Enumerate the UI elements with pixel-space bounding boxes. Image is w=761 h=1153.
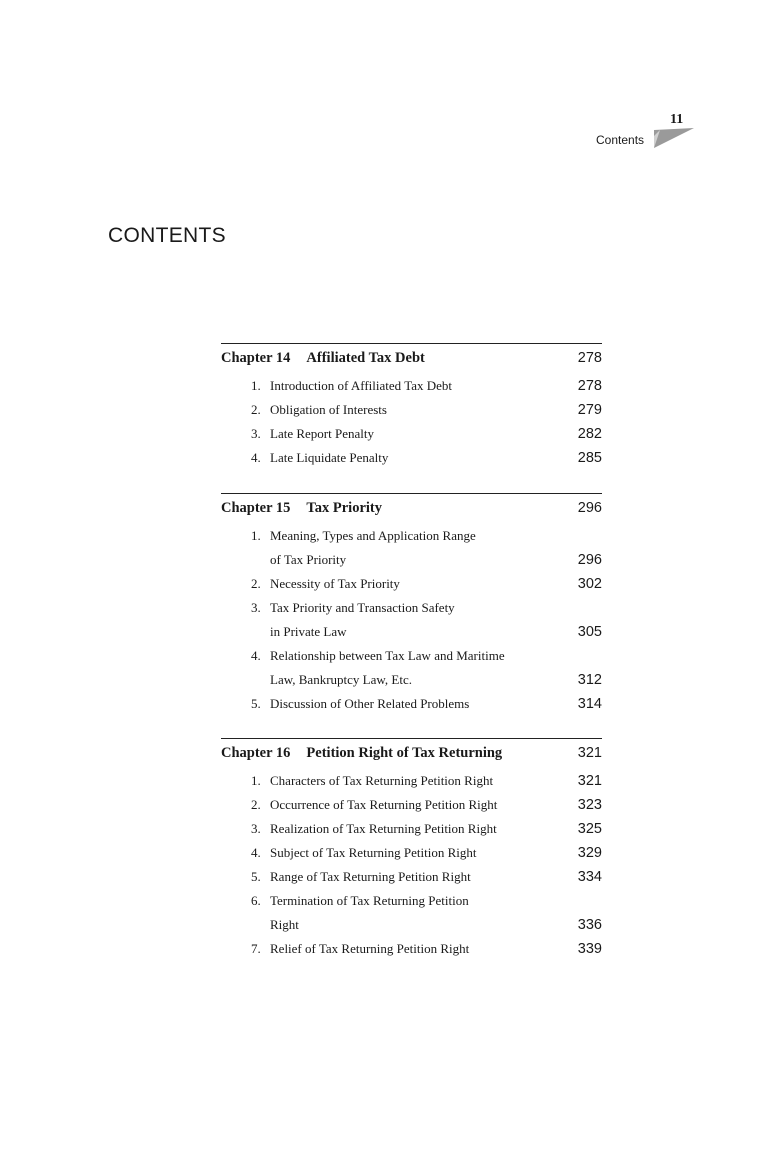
toc-entry-page-number: 323 bbox=[577, 797, 602, 813]
toc-entry[interactable] bbox=[221, 572, 602, 596]
toc-entry-text bbox=[251, 937, 578, 961]
toc-entry-line: Range of Tax Returning Petition Right bbox=[270, 869, 471, 884]
toc-entry-text bbox=[251, 596, 578, 644]
chapter-title-text: Affiliated Tax Debt bbox=[306, 350, 425, 366]
toc-entry-line: Subject of Tax Returning Petition Right bbox=[270, 845, 477, 860]
toc-entry-number: 1. bbox=[251, 773, 261, 788]
toc-entry-line: Realization of Tax Returning Petition Right bbox=[270, 821, 497, 836]
toc-entry-text bbox=[251, 841, 578, 865]
toc-entry-number: 2. bbox=[251, 797, 261, 812]
toc-entry-line: Obligation of Interests bbox=[270, 402, 387, 417]
toc-entry-page-number: 302 bbox=[577, 576, 602, 592]
chapter-title bbox=[221, 745, 502, 762]
toc-entry[interactable] bbox=[221, 841, 602, 865]
chapter-heading[interactable] bbox=[221, 739, 602, 763]
toc-entry[interactable] bbox=[221, 692, 602, 716]
toc-entry-number: 6. bbox=[251, 893, 261, 908]
toc-entry-page-number: 278 bbox=[577, 378, 602, 394]
toc-entry-number: 4. bbox=[251, 450, 261, 465]
toc-entry[interactable] bbox=[221, 446, 602, 470]
toc-entry-page-number: 282 bbox=[577, 426, 602, 442]
toc-entry[interactable] bbox=[221, 769, 602, 793]
toc-entry[interactable] bbox=[221, 422, 602, 446]
toc-entry-text bbox=[251, 446, 578, 470]
toc-entry-line: Right bbox=[270, 917, 299, 932]
toc-entry-page-number: 339 bbox=[577, 941, 602, 957]
toc-entry-line: Relief of Tax Returning Petition Right bbox=[270, 941, 470, 956]
toc-entry-number: 4. bbox=[251, 845, 261, 860]
toc-entry-number: 5. bbox=[251, 869, 261, 884]
toc-entry-number: 7. bbox=[251, 941, 261, 956]
chapter-number: Chapter 16 bbox=[221, 745, 291, 761]
toc-entry[interactable] bbox=[221, 596, 602, 644]
toc-entry-line: Tax Priority and Transaction Safety bbox=[270, 600, 455, 615]
toc-entry[interactable] bbox=[221, 644, 602, 692]
toc-entry[interactable] bbox=[221, 937, 602, 961]
toc-entry[interactable] bbox=[221, 793, 602, 817]
chapter-section bbox=[221, 493, 602, 716]
toc-entry[interactable] bbox=[221, 374, 602, 398]
toc-entry-text bbox=[251, 889, 578, 937]
toc-entry-line: in Private Law bbox=[270, 624, 347, 639]
chapter-number: Chapter 14 bbox=[221, 350, 291, 366]
toc-entry-page-number: 336 bbox=[577, 917, 602, 933]
toc-entry-text bbox=[251, 422, 578, 446]
toc-entry-text bbox=[251, 769, 578, 793]
toc-entry-page-number: 285 bbox=[577, 450, 602, 466]
chapter-section bbox=[221, 738, 602, 961]
toc-entry-line: of Tax Priority bbox=[270, 552, 347, 567]
toc-entry-text bbox=[251, 524, 578, 572]
toc-entry[interactable] bbox=[221, 889, 602, 937]
toc-entry-number: 1. bbox=[251, 378, 261, 393]
toc-entry-page-number: 312 bbox=[577, 672, 602, 688]
chapter-page-number: 278 bbox=[577, 350, 602, 366]
page-number: 11 bbox=[670, 112, 684, 127]
toc-entry-page-number: 334 bbox=[577, 869, 602, 885]
chapter-section bbox=[221, 343, 602, 470]
toc-entry-line: Characters of Tax Returning Petition Right bbox=[270, 773, 494, 788]
toc-entry-page-number: 305 bbox=[577, 624, 602, 640]
toc-entry-text bbox=[251, 644, 578, 692]
toc-entry-page-number: 279 bbox=[577, 402, 602, 418]
chapter-page-number: 321 bbox=[577, 745, 602, 761]
toc-entry-line: Law, Bankruptcy Law, Etc. bbox=[270, 672, 412, 687]
toc-entry-number: 5. bbox=[251, 696, 261, 711]
toc-entry-number: 4. bbox=[251, 648, 261, 663]
toc-entry-line: Late Report Penalty bbox=[270, 426, 374, 441]
toc-entry-text bbox=[251, 374, 578, 398]
toc-entry-text bbox=[251, 817, 578, 841]
toc-entry[interactable] bbox=[221, 865, 602, 889]
toc-entry-line: Relationship between Tax Law and Maritime bbox=[270, 648, 505, 663]
toc-entry[interactable] bbox=[221, 524, 602, 572]
chapter-title bbox=[221, 350, 425, 367]
toc-entry-page-number: 329 bbox=[577, 845, 602, 861]
toc-entry[interactable] bbox=[221, 398, 602, 422]
toc-entry-number: 3. bbox=[251, 600, 261, 615]
table-of-contents bbox=[221, 343, 602, 984]
toc-entry-text bbox=[251, 692, 578, 716]
chapter-title-text: Tax Priority bbox=[306, 500, 383, 516]
chapter-title-text: Petition Right of Tax Returning bbox=[306, 745, 503, 761]
toc-entry-number: 3. bbox=[251, 821, 261, 836]
toc-entry-page-number: 325 bbox=[577, 821, 602, 837]
toc-entry-page-number: 296 bbox=[577, 552, 602, 568]
toc-entry[interactable] bbox=[221, 817, 602, 841]
toc-entry-line: Discussion of Other Related Problems bbox=[270, 696, 470, 711]
chapter-page-number: 296 bbox=[577, 500, 602, 516]
toc-entry-text bbox=[251, 865, 578, 889]
toc-entry-line: Necessity of Tax Priority bbox=[270, 576, 400, 591]
toc-entry-page-number: 321 bbox=[577, 773, 602, 789]
chapter-number: Chapter 15 bbox=[221, 500, 291, 516]
contents-heading: CONTENTS bbox=[108, 224, 226, 248]
toc-entry-number: 1. bbox=[251, 528, 261, 543]
toc-entry-text bbox=[251, 793, 578, 817]
toc-entry-line: Termination of Tax Returning Petition bbox=[270, 893, 469, 908]
corner-tab-icon bbox=[654, 126, 694, 148]
toc-entry-page-number: 314 bbox=[577, 696, 602, 712]
toc-entry-number: 2. bbox=[251, 402, 261, 417]
chapter-heading[interactable] bbox=[221, 494, 602, 518]
toc-entry-number: 2. bbox=[251, 576, 261, 591]
toc-entry-text bbox=[251, 398, 578, 422]
toc-entry-line: Occurrence of Tax Returning Petition Right bbox=[270, 797, 498, 812]
toc-entry-number: 3. bbox=[251, 426, 261, 441]
toc-entry-line: Meaning, Types and Application Range bbox=[270, 528, 476, 543]
toc-entry-line: Late Liquidate Penalty bbox=[270, 450, 389, 465]
toc-entry-line: Introduction of Affiliated Tax Debt bbox=[270, 378, 453, 393]
chapter-title bbox=[221, 500, 382, 517]
toc-entry-text bbox=[251, 572, 578, 596]
running-head: Contents bbox=[596, 133, 645, 147]
chapter-heading[interactable] bbox=[221, 344, 602, 368]
